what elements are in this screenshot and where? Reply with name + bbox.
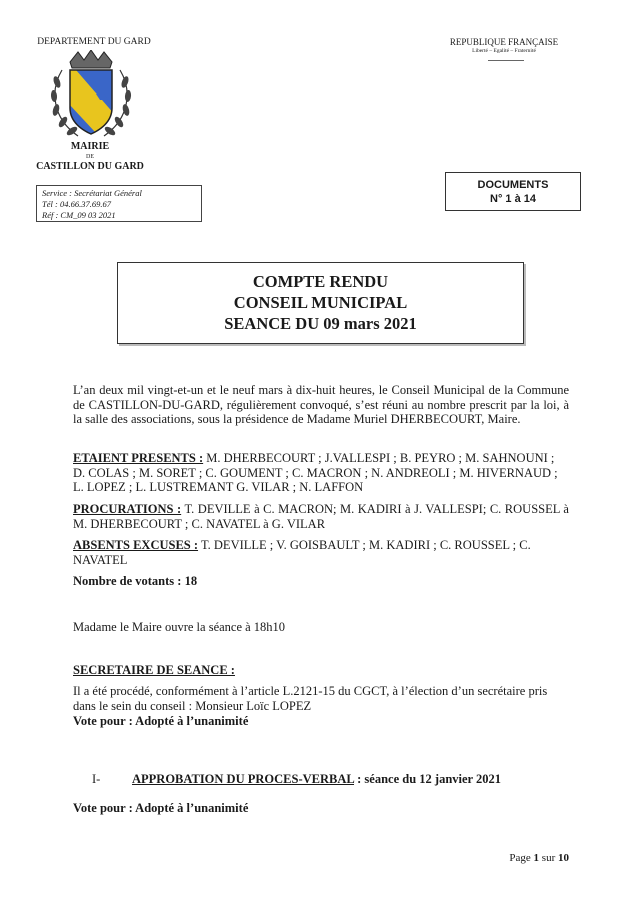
page-prefix: Page xyxy=(509,852,534,864)
title-line-3: SEANCE DU 09 mars 2021 xyxy=(224,314,417,333)
mairie-label xyxy=(20,141,160,173)
town-name: CASTILLON DU GARD xyxy=(36,161,144,172)
item1-number: I- xyxy=(92,772,101,786)
service-info-box xyxy=(36,185,202,222)
page-current: 1 xyxy=(533,852,540,864)
title-line-2: CONSEIL MUNICIPAL xyxy=(233,293,408,312)
title-line-1: COMPTE RENDU xyxy=(252,272,389,291)
republic-label: REPUBLIQUE FRANÇAISE xyxy=(449,37,559,47)
secretaire-text: Il a été procédé, conformément à l’article L.2121-15 du CGCT, à l’élection d’un secrétaire pris dans le sein du conseil : Monsieur Loïc LOPEZ xyxy=(73,684,548,713)
documents-label: DOCUMENTS xyxy=(477,179,549,191)
procurations-list: T. DEVILLE à C. MACRON; M. KADIRI à J. VALLESPI; C. ROUSSEL à M. DHERBECOURT ; C. NAVATEL à G. VILAR xyxy=(73,502,569,531)
page-total: 10 xyxy=(558,852,569,864)
absents-list: T. DEVILLE ; V. GOISBAULT ; M. KADIRI ; C. ROUSSEL ; C. NAVATEL xyxy=(73,538,531,567)
secretaire-vote: Vote pour : Adopté à l’unanimité xyxy=(73,714,249,728)
republic-divider xyxy=(488,60,524,61)
documents-range: N° 1 à 14 xyxy=(490,193,536,205)
mairie-title: MAIRIE xyxy=(70,141,110,152)
item1-heading xyxy=(92,772,569,787)
item1-vote: Vote pour : Adopté à l’unanimité xyxy=(73,801,249,815)
votants-count: Nombre de votants : 18 xyxy=(73,574,198,588)
page-sur: sur xyxy=(539,852,558,864)
phone-line: Tél : 04.66.37.69.67 xyxy=(42,199,111,209)
page-number xyxy=(480,852,569,864)
opening-statement: Madame le Maire ouvre la séance à 18h10 xyxy=(73,620,286,634)
coat-of-arms-icon xyxy=(48,50,134,142)
republic-motto: Liberté – Egalité – Fraternité xyxy=(472,48,536,54)
reference-line: Réf : CM_09 03 2021 xyxy=(42,210,116,220)
mairie-de: DE xyxy=(86,154,94,160)
presents-list: M. DHERBECOURT ; J.VALLESPI ; B. PEYRO ; M. SAHNOUNI ; D. COLAS ; M. SORET ; C. GOUMENT ; C. MACRON ; N. ANDREOLI ; M. HIVERNAUD ; L. LOPEZ ; L. LUSTREMANT G. VILAR ; N. LAFFON xyxy=(73,451,558,494)
procurations-paragraph xyxy=(73,502,569,531)
item1-date: : séance du 12 janvier 2021 xyxy=(354,772,502,786)
absents-paragraph xyxy=(73,538,569,567)
report-title-box xyxy=(117,262,524,344)
service-line: Service : Secrétariat Général xyxy=(42,188,142,198)
department-label: DEPARTEMENT DU GARD xyxy=(37,37,151,47)
procurations-label: PROCURATIONS : xyxy=(73,502,182,516)
item1-title: APPROBATION DU PROCES-VERBAL xyxy=(132,772,355,786)
intro-paragraph: L’an deux mil vingt-et-un et le neuf mars à dix-huit heures, le Conseil Municipal de la Commune de CASTILLON-DU-GARD, régulièrement convoqué, s’est réuni au nombre prescrit par la loi, à la salle des associations, sous la présidence de Madame Muriel DHERBECOURT, Maire. xyxy=(73,383,569,426)
presents-paragraph xyxy=(73,451,569,495)
presents-label: ETAIENT PRESENTS : xyxy=(73,451,204,465)
documents-box xyxy=(445,172,581,211)
secretaire-heading: SECRETAIRE DE SEANCE : xyxy=(73,663,235,677)
absents-label: ABSENTS EXCUSES : xyxy=(73,538,199,552)
